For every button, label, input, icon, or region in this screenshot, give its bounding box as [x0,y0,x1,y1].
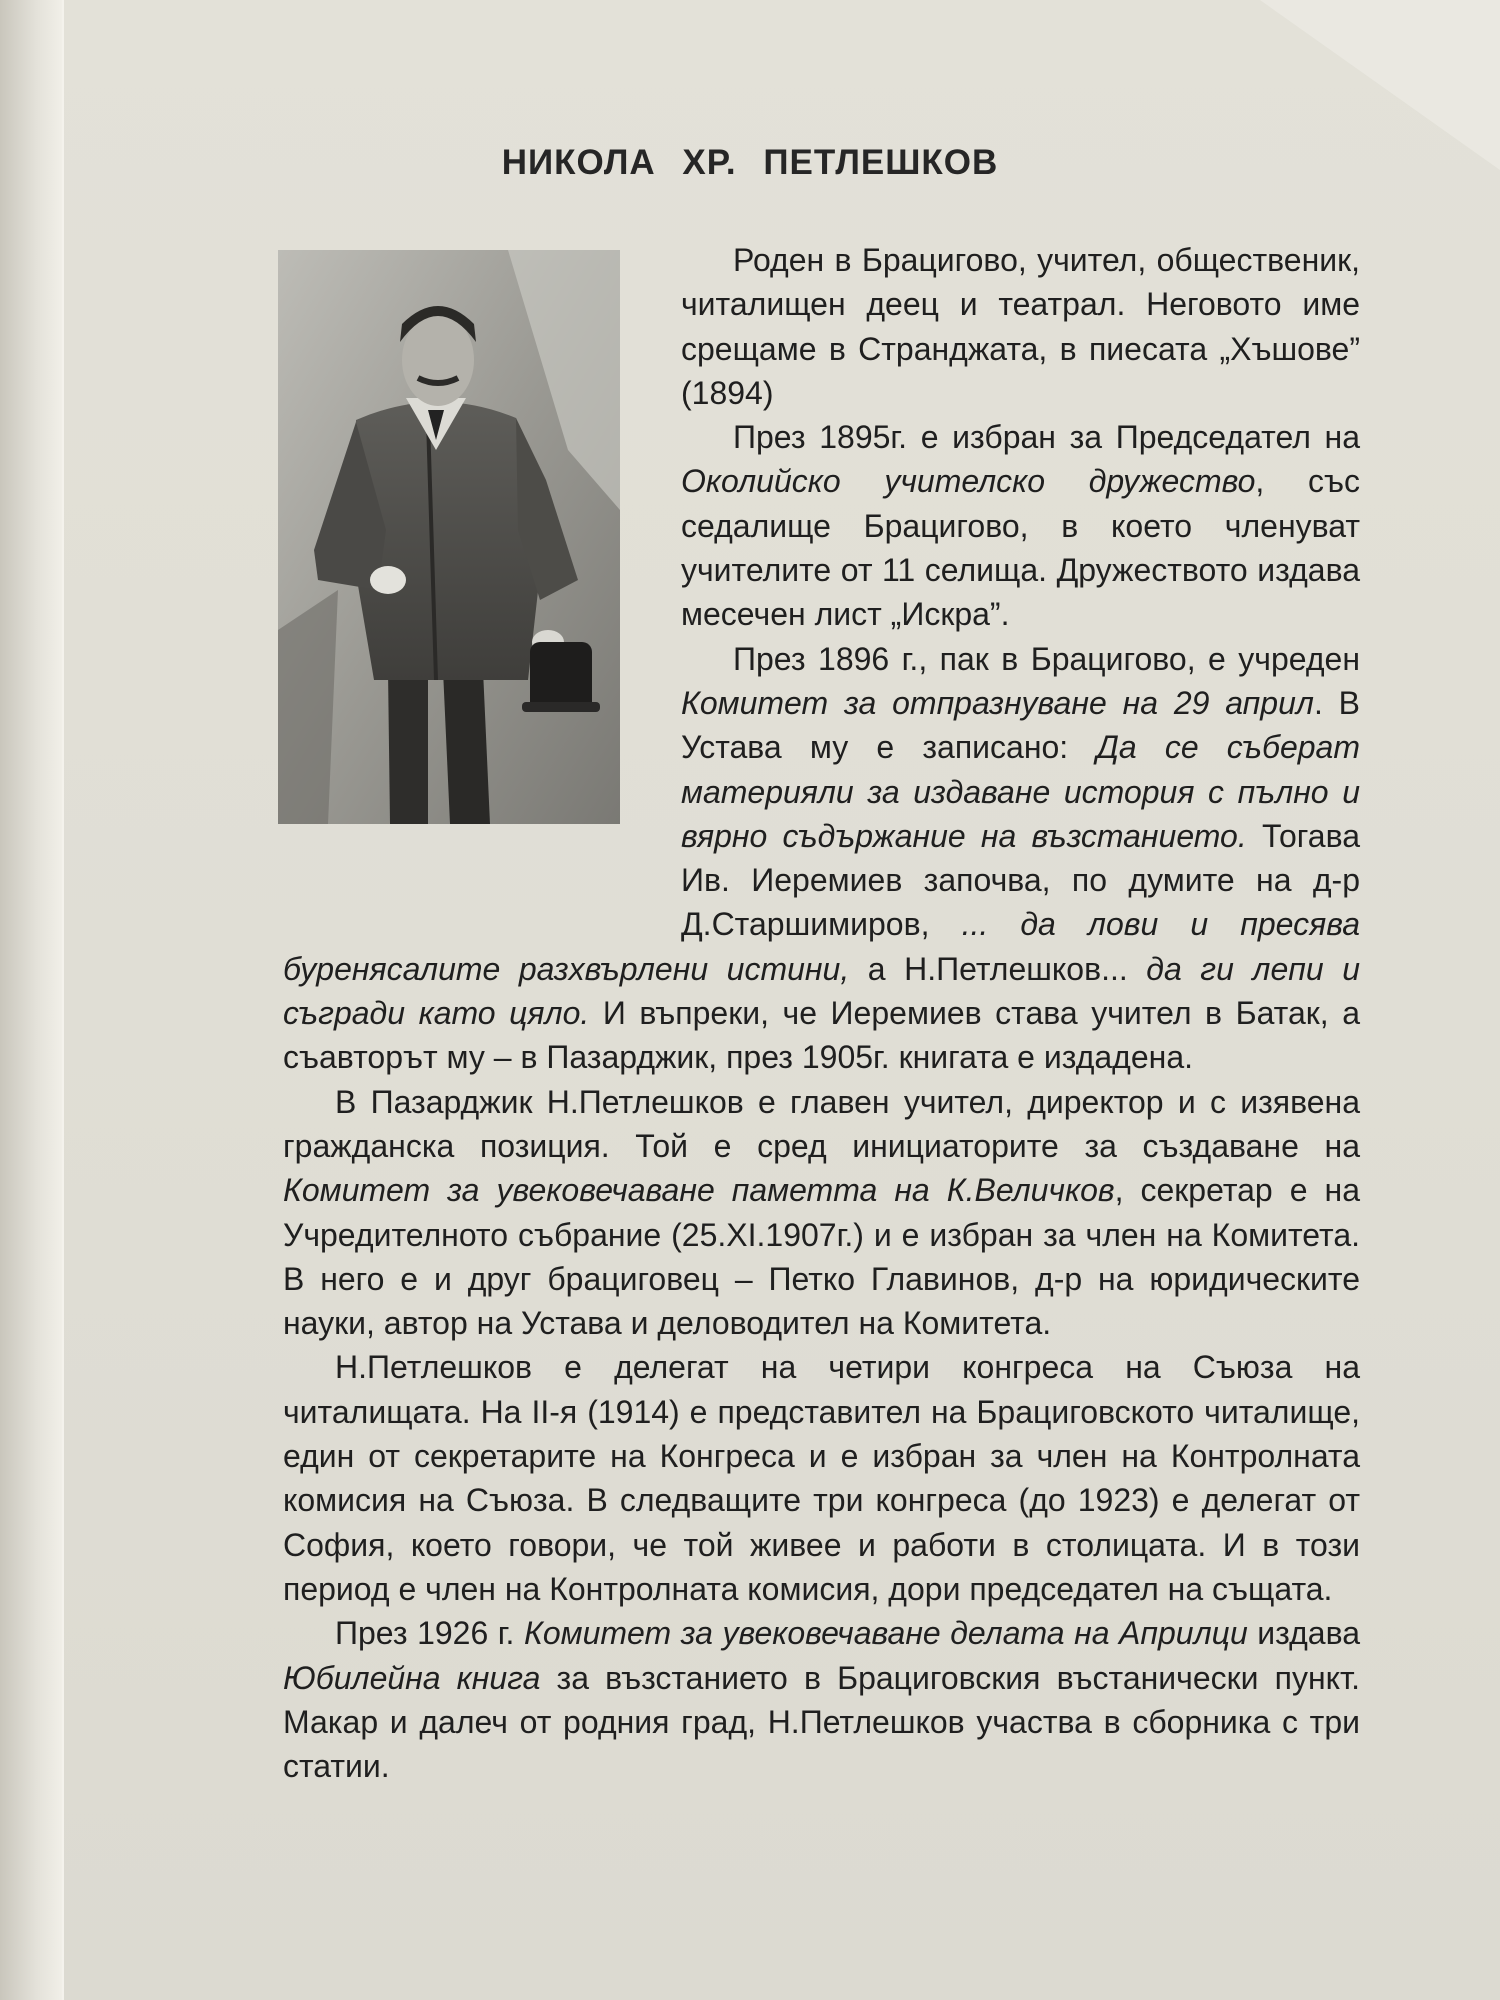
text-segment: В Пазарджик Н.Петлешков е главен учител, директор и с изявена гражданска позиция. Той е сред инициаторите за създаване на [283,1083,1360,1164]
italic-text: Комитет за увековечаване паметта на К.Величков [283,1172,1115,1209]
text-segment: , със седалище Брацигово, в което членуват учителите от 11 селища. Дружеството издава месечен лист „Искра”. [681,463,1361,633]
book-gutter [0,0,64,2000]
paragraph [283,1345,1360,1611]
italic-text: ... да лови и пресява буренясалите разхвърлени истини, [283,906,1361,987]
text-segment: . В Устава му е записано: [681,684,1361,766]
page-title: НИКОЛА ХР. ПЕТЛЕШКОВ [501,143,999,182]
text-segment: През 1896 г., пак в Брацигово, е учреден [733,640,1360,677]
text-segment: Н.Петлешков е делегат на четири конгреса на Съюза на читалищата. На II-я (1914) е представител на Брациговското читалище, един от секретарите на Конгреса и е избран за член на Контролната комисия на Съюза. В следващите три конгреса (до 1923) е делегат от София, което говори, че той живее и работи в столицата. И в този период е член на Контролната комисия, дори председател на същата. [283,1349,1360,1607]
text-segment: През 1895г. е избран за Председател на [733,419,1360,456]
text-segment: за възстанието в Брациговския въстанически пункт. Макар и далеч от родния град, Н.Петлешков участва в сборника с три статии. [283,1659,1361,1785]
text-segment: Роден в Брацигово, учител, общественик, читалищен деец и театрал. Неговото име срещаме в Странджата, в пиесата „Хъшове” (1894) [681,242,1360,411]
text-segment: издава [1247,1615,1361,1652]
italic-text: Околийско учителско дружество [681,463,1256,500]
portrait-float-spacer [283,238,681,910]
italic-text: Комитет за отпразнуване на 29 април [681,684,1314,721]
italic-text: да ги лепи и съгради като цяло. [283,950,1361,1032]
text-segment: Тогава Ив. Иеремиев започва, по думите на д-р Д.Старшимиров, [681,817,1361,943]
text-segment: , секретар е на Учредителното събрание (25.XI.1907г.) и е избран за член на Комитета. В него е и друг брациговец – Петко Главинов, д-р на юридическите науки, автор на Устава и деловодител на Комитета. [283,1172,1360,1342]
text-segment: а Н.Петлешков... [849,950,1147,987]
paragraph [283,1080,1360,1346]
italic-text: Комитет за увековечаване делата на Априлци [523,1615,1248,1652]
italic-text: Юбилейна книга [283,1659,541,1696]
text-segment: И въпреки, че Иеремиев става учител в Батак, а съавторът му – в Пазарджик, през 1905г. книгата е издадена. [283,995,1361,1076]
italic-text: Да се съберат материяли за издаване история с пълно и вярно съдържание на възстанието. [681,729,1361,854]
article-body [283,238,1360,1788]
paragraph [283,1611,1360,1788]
text-segment: През 1926 г. [335,1615,524,1652]
